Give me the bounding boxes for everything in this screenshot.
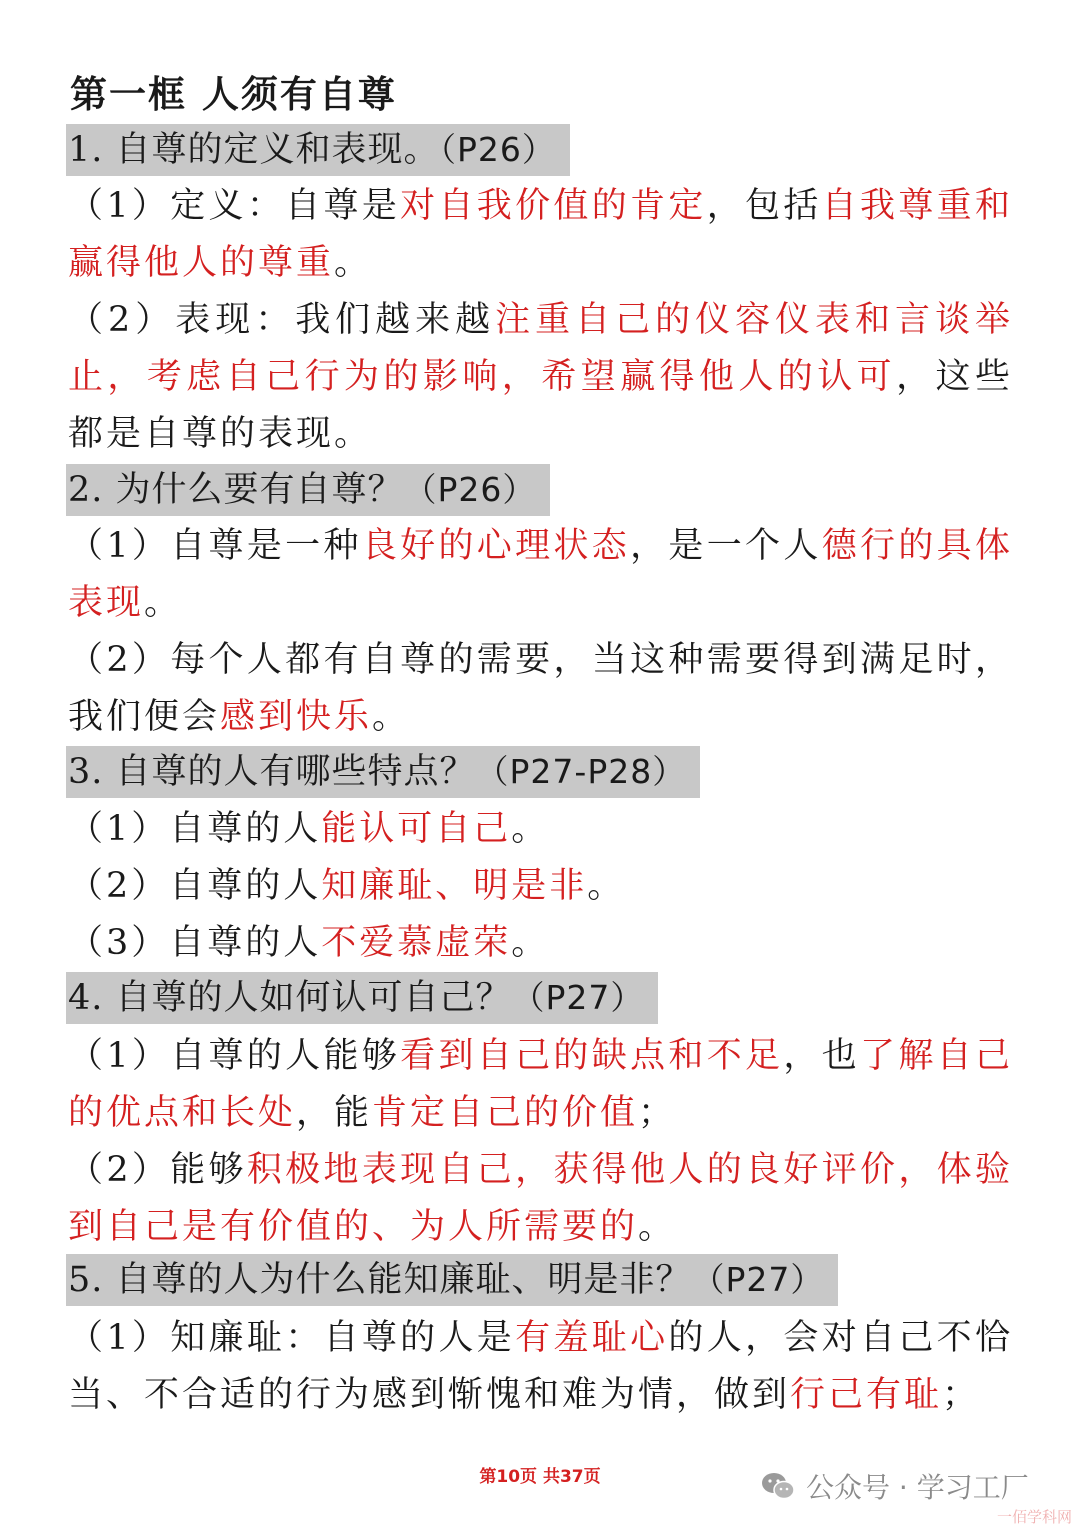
page-number: 第10页 共37页 <box>479 1467 601 1487</box>
text-run: （1）知廉耻：自尊的人是 <box>68 1318 516 1358</box>
highlight-run: 注重自己的仪容仪表和言谈举止，考虑自己行为的影响，希望赢得他人的认可 <box>68 300 1013 397</box>
section-3-item-3 <box>68 915 549 972</box>
section-heading-3 <box>66 746 700 798</box>
text-run: 。 <box>511 923 550 963</box>
text-run: 。 <box>638 1207 677 1247</box>
section-heading-2 <box>66 464 550 516</box>
highlight-run: 自我尊重和赢得他人的尊重 <box>68 186 1013 283</box>
text-run: ，是一个人 <box>630 526 822 566</box>
highlight-run: 行己有耻 <box>790 1375 943 1415</box>
text-run: （1）自尊是一种 <box>68 526 362 566</box>
page-ref: （P27-P28） <box>475 752 687 791</box>
section-heading-5 <box>66 1254 838 1306</box>
highlight-run: 能认可自己 <box>321 809 512 849</box>
text-run: （2）表现：我们越来越 <box>68 300 496 340</box>
section-4-item-2 <box>68 1142 1013 1256</box>
text-run: （1）定义：自尊是 <box>68 186 401 226</box>
page-title: 第一框 人须有自尊 <box>70 72 397 116</box>
section-heading-4 <box>66 972 658 1024</box>
text-run: ，这些都是自尊的表现。 <box>68 357 1013 454</box>
text-run: ，也 <box>783 1036 860 1076</box>
section-heading-text: 4. 自尊的人如何认可自己？ <box>68 978 512 1018</box>
text-run: 。 <box>372 697 411 737</box>
text-run: （2）自尊的人 <box>68 866 322 906</box>
section-heading-text: 3. 自尊的人有哪些特点？ <box>68 752 476 792</box>
text-run: （1）自尊的人能够 <box>68 1036 401 1076</box>
highlight-run: 感到快乐 <box>220 697 373 737</box>
text-run: （1）自尊的人 <box>68 809 322 849</box>
section-1-item-2 <box>68 292 1013 463</box>
section-heading-text: 2. 为什么要有自尊？ <box>68 470 404 510</box>
text-run: 。 <box>511 809 550 849</box>
text-run: （3）自尊的人 <box>68 923 322 963</box>
text-run: （2）每个人都有自尊的需要，当这种需要得到满足时，我们便会 <box>68 640 1013 737</box>
page-ref: （P27） <box>511 978 645 1017</box>
watermark <box>760 1466 1029 1506</box>
text-run: ，包括 <box>706 186 822 226</box>
section-heading-text: 5. 自尊的人为什么能知廉耻、明是非？ <box>68 1260 692 1300</box>
highlight-run: 良好的心理状态 <box>361 526 631 566</box>
section-5-item-1 <box>68 1310 1013 1424</box>
text-run: ； <box>638 1093 677 1133</box>
highlight-run: 德行的具体表现 <box>68 526 1013 623</box>
site-watermark: 一佰学科网 <box>996 1508 1072 1526</box>
page-ref: （P27） <box>691 1260 825 1299</box>
section-4-item-1 <box>68 1028 1013 1142</box>
text-run: 。 <box>334 243 373 283</box>
highlight-run: 有羞耻心 <box>515 1318 669 1358</box>
text-run: ； <box>942 1375 981 1415</box>
section-2-item-1 <box>68 518 1013 632</box>
section-heading-1 <box>66 124 570 176</box>
highlight-run: 了解自己的优点和长处 <box>68 1036 1013 1133</box>
watermark-text: 公众号 · 学习工厂 <box>806 1471 1029 1504</box>
text-run: （2）能够 <box>68 1150 247 1190</box>
highlight-run: 知廉耻、明是非 <box>321 866 588 906</box>
highlight-run: 看到自己的缺点和不足 <box>400 1036 784 1076</box>
text-run: 。 <box>144 583 183 623</box>
section-3-item-1 <box>68 801 549 858</box>
text-run: 的人，会对自己不恰当、不合适的行为感到惭愧和难为情，做到 <box>68 1318 1013 1415</box>
text-run: ，能 <box>296 1093 373 1133</box>
section-heading-text: 1. 自尊的定义和表现。 <box>68 130 440 170</box>
page-ref: （P26） <box>439 130 556 169</box>
highlight-run: 对自我价值的肯定 <box>400 186 707 226</box>
highlight-run: 肯定自己的价值 <box>372 1093 639 1133</box>
section-2-item-2 <box>68 632 1013 746</box>
highlight-run: 不爱慕虚荣 <box>321 923 512 963</box>
section-1-item-1 <box>68 178 1013 292</box>
section-3-item-2 <box>68 858 625 915</box>
page-ref: （P26） <box>403 470 537 509</box>
wechat-icon <box>760 1471 796 1501</box>
text-run: 。 <box>587 866 626 906</box>
highlight-run: 积极地表现自己，获得他人的良好评价，体验到自己是有价值的、为人所需要的 <box>68 1150 1013 1247</box>
